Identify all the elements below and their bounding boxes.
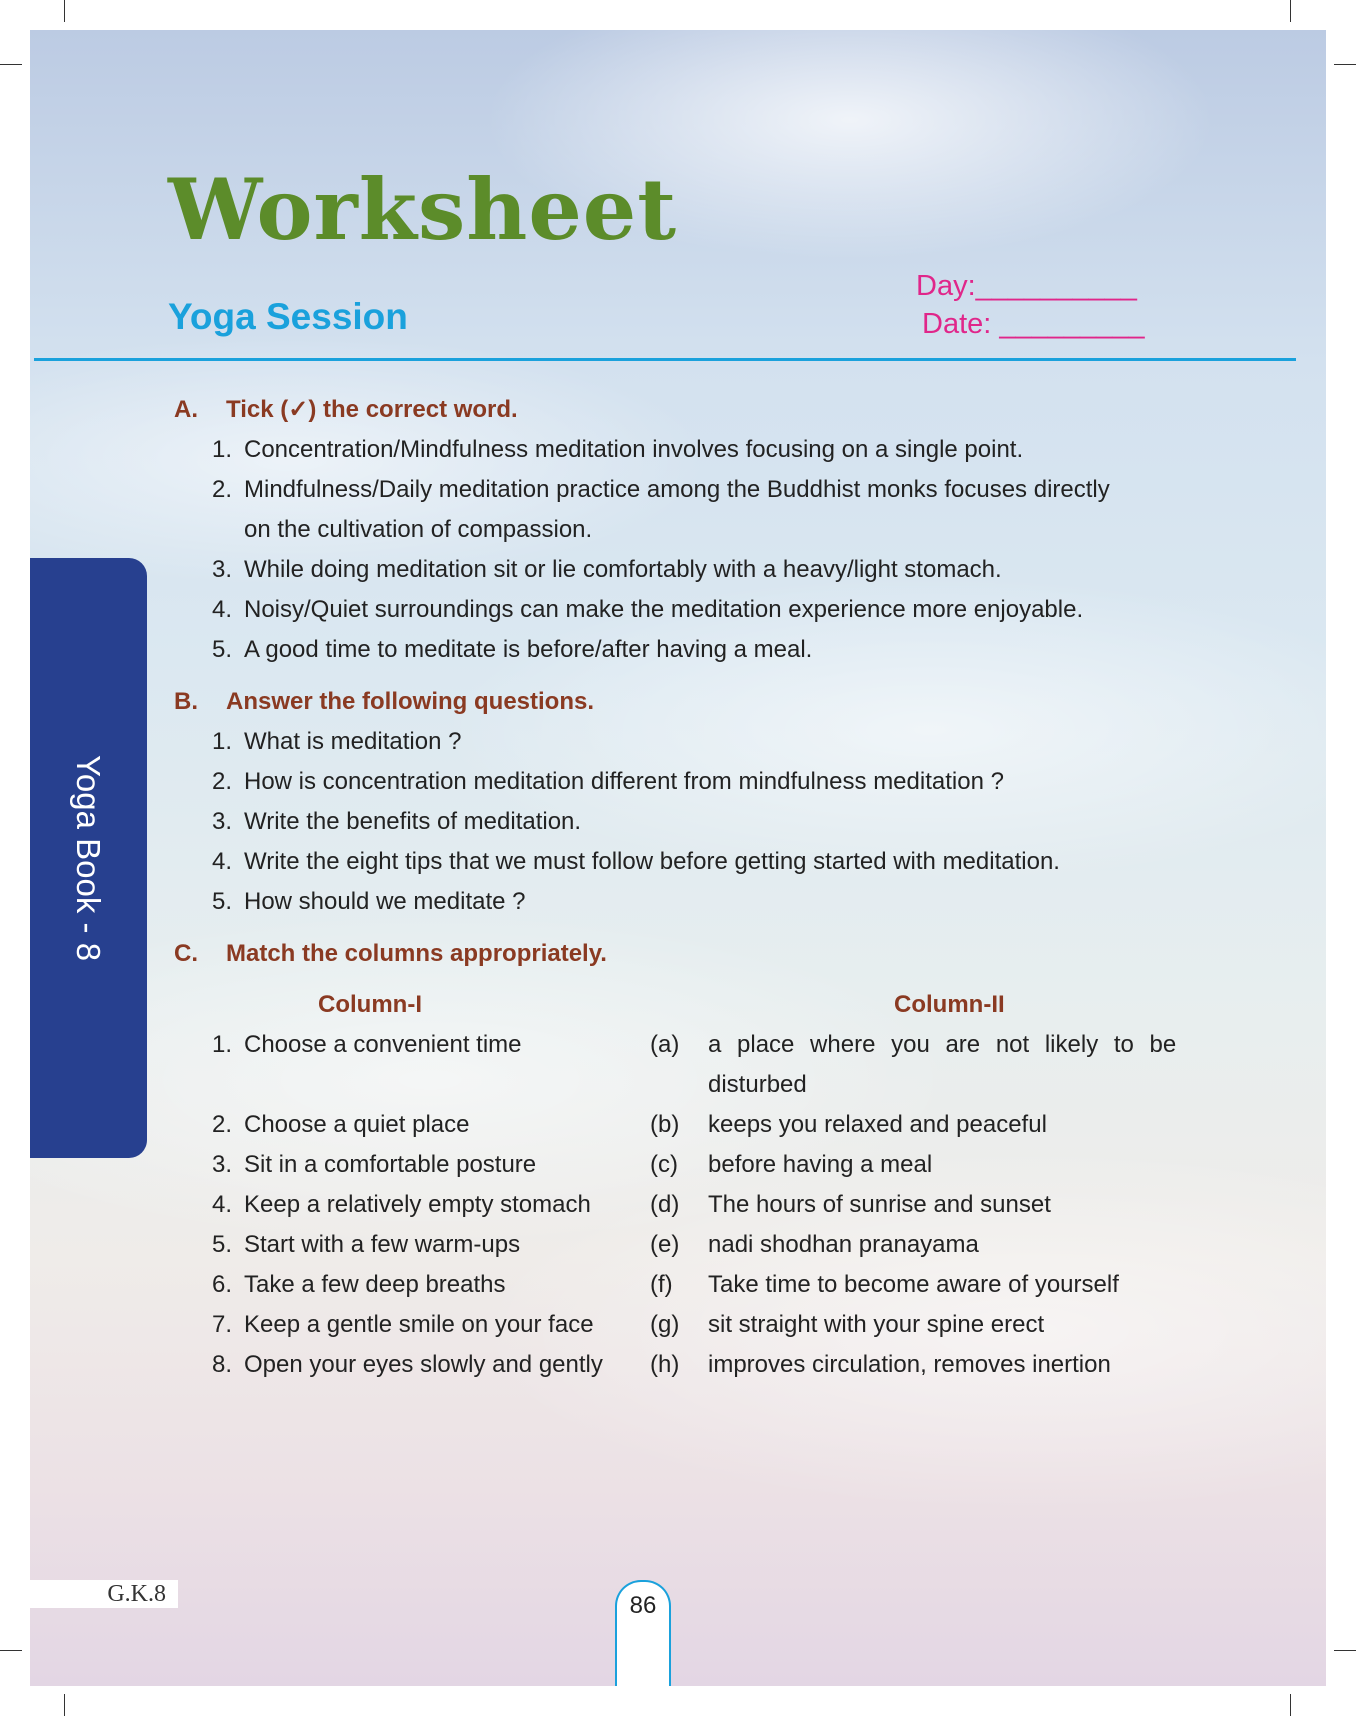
section-letter: B. <box>174 688 198 715</box>
item-number: 4. <box>211 596 232 623</box>
section-title: Tick (✓) the correct word. <box>226 396 518 423</box>
crop-mark <box>0 1650 22 1651</box>
item-letter: (c) <box>650 1151 678 1178</box>
crop-mark <box>1290 0 1291 22</box>
worksheet-page <box>30 30 1326 1686</box>
column-1-header: Column-I <box>318 991 422 1018</box>
column-1-text: Take a few deep breaths <box>244 1271 506 1298</box>
page-title: Worksheet <box>168 160 678 259</box>
column-2-header: Column-II <box>894 991 1005 1018</box>
section-title: Match the columns appropriately. <box>226 940 607 967</box>
day-field: Day:__________ <box>916 270 1137 302</box>
column-2-text: improves circulation, removes inertion <box>708 1351 1111 1378</box>
item-text: Write the eight tips that we must follow before getting started with meditation. <box>244 848 1060 875</box>
section-letter: C. <box>174 940 198 967</box>
item-number: 1. <box>211 1031 232 1058</box>
item-number: 4. <box>211 1191 232 1218</box>
column-2-text: nadi shodhan pranayama <box>708 1231 979 1258</box>
item-number: 2. <box>211 1111 232 1138</box>
item-letter: (h) <box>650 1351 680 1378</box>
section-b-heading <box>174 690 594 714</box>
column-2-text: before having a meal <box>708 1151 933 1178</box>
item-number: 2. <box>211 476 232 503</box>
item-letter: (d) <box>650 1191 680 1218</box>
book-code: G.K.8 <box>30 1580 178 1608</box>
item-number: 5. <box>211 888 232 915</box>
item-number: 3. <box>211 556 232 583</box>
page-number: 86 <box>629 1592 657 1619</box>
column-1-text: Choose a quiet place <box>244 1111 470 1138</box>
item-text: While doing meditation sit or lie comfortably with a heavy/light stomach. <box>244 556 1002 583</box>
page-subtitle: Yoga Session <box>168 296 408 337</box>
column-1-text: Open your eyes slowly and gently <box>244 1351 603 1378</box>
crop-mark <box>1334 1650 1356 1651</box>
column-1-text: Choose a convenient time <box>244 1031 522 1058</box>
section-letter: A. <box>174 396 198 423</box>
crop-mark <box>0 64 22 65</box>
column-1-text: Keep a gentle smile on your face <box>244 1311 594 1338</box>
date-field: Date: _________ <box>922 308 1145 340</box>
header-divider <box>34 358 1296 361</box>
item-letter: (e) <box>650 1231 680 1258</box>
item-text: Write the benefits of meditation. <box>244 808 582 835</box>
item-number: 2. <box>211 768 232 795</box>
item-text: Noisy/Quiet surroundings can make the meditation experience more enjoyable. <box>244 596 1084 623</box>
column-2-text: disturbed <box>708 1071 807 1098</box>
item-number: 8. <box>211 1351 232 1378</box>
column-2-text: Take time to become aware of yourself <box>708 1271 1119 1298</box>
item-letter: (b) <box>650 1111 680 1138</box>
column-1-text: Keep a relatively empty stomach <box>244 1191 591 1218</box>
item-number: 1. <box>211 436 232 463</box>
column-2-text: keeps you relaxed and peaceful <box>708 1111 1047 1138</box>
item-text: Concentration/Mindfulness meditation involves focusing on a single point. <box>244 436 1024 463</box>
item-number: 3. <box>211 1151 232 1178</box>
item-number: 3. <box>211 808 232 835</box>
item-number: 1. <box>211 728 232 755</box>
item-text: Mindfulness/Daily meditation practice among the Buddhist monks focuses directly <box>244 476 1110 503</box>
section-c-heading <box>174 942 607 966</box>
item-number: 6. <box>211 1271 232 1298</box>
item-number: 5. <box>211 1231 232 1258</box>
item-letter: (g) <box>650 1311 680 1338</box>
item-number: 4. <box>211 848 232 875</box>
crop-mark <box>64 0 65 22</box>
item-text: A good time to meditate is before/after having a meal. <box>244 636 813 663</box>
column-1-text: Sit in a comfortable posture <box>244 1151 537 1178</box>
item-text: What is meditation ? <box>244 728 462 755</box>
side-tab-label: Yoga Book - 8 <box>70 754 107 962</box>
item-text: on the cultivation of compassion. <box>244 516 593 543</box>
column-1-text: Start with a few warm-ups <box>244 1231 521 1258</box>
column-2-text: sit straight with your spine erect <box>708 1311 1045 1338</box>
crop-mark <box>1334 64 1356 65</box>
column-2-text: The hours of sunrise and sunset <box>708 1191 1051 1218</box>
column-2-text: a place where you are not likely to be <box>708 1031 1177 1058</box>
section-a-heading <box>174 398 518 422</box>
item-number: 7. <box>211 1311 232 1338</box>
page-number-tab <box>615 1580 671 1686</box>
item-letter: (a) <box>650 1031 680 1058</box>
crop-mark <box>64 1694 65 1716</box>
item-text: How should we meditate ? <box>244 888 526 915</box>
crop-mark <box>1290 1694 1291 1716</box>
item-text: How is concentration meditation different from mindfulness meditation ? <box>244 768 1004 795</box>
item-letter: (f) <box>650 1271 673 1298</box>
item-number: 5. <box>211 636 232 663</box>
section-title: Answer the following questions. <box>226 688 595 715</box>
